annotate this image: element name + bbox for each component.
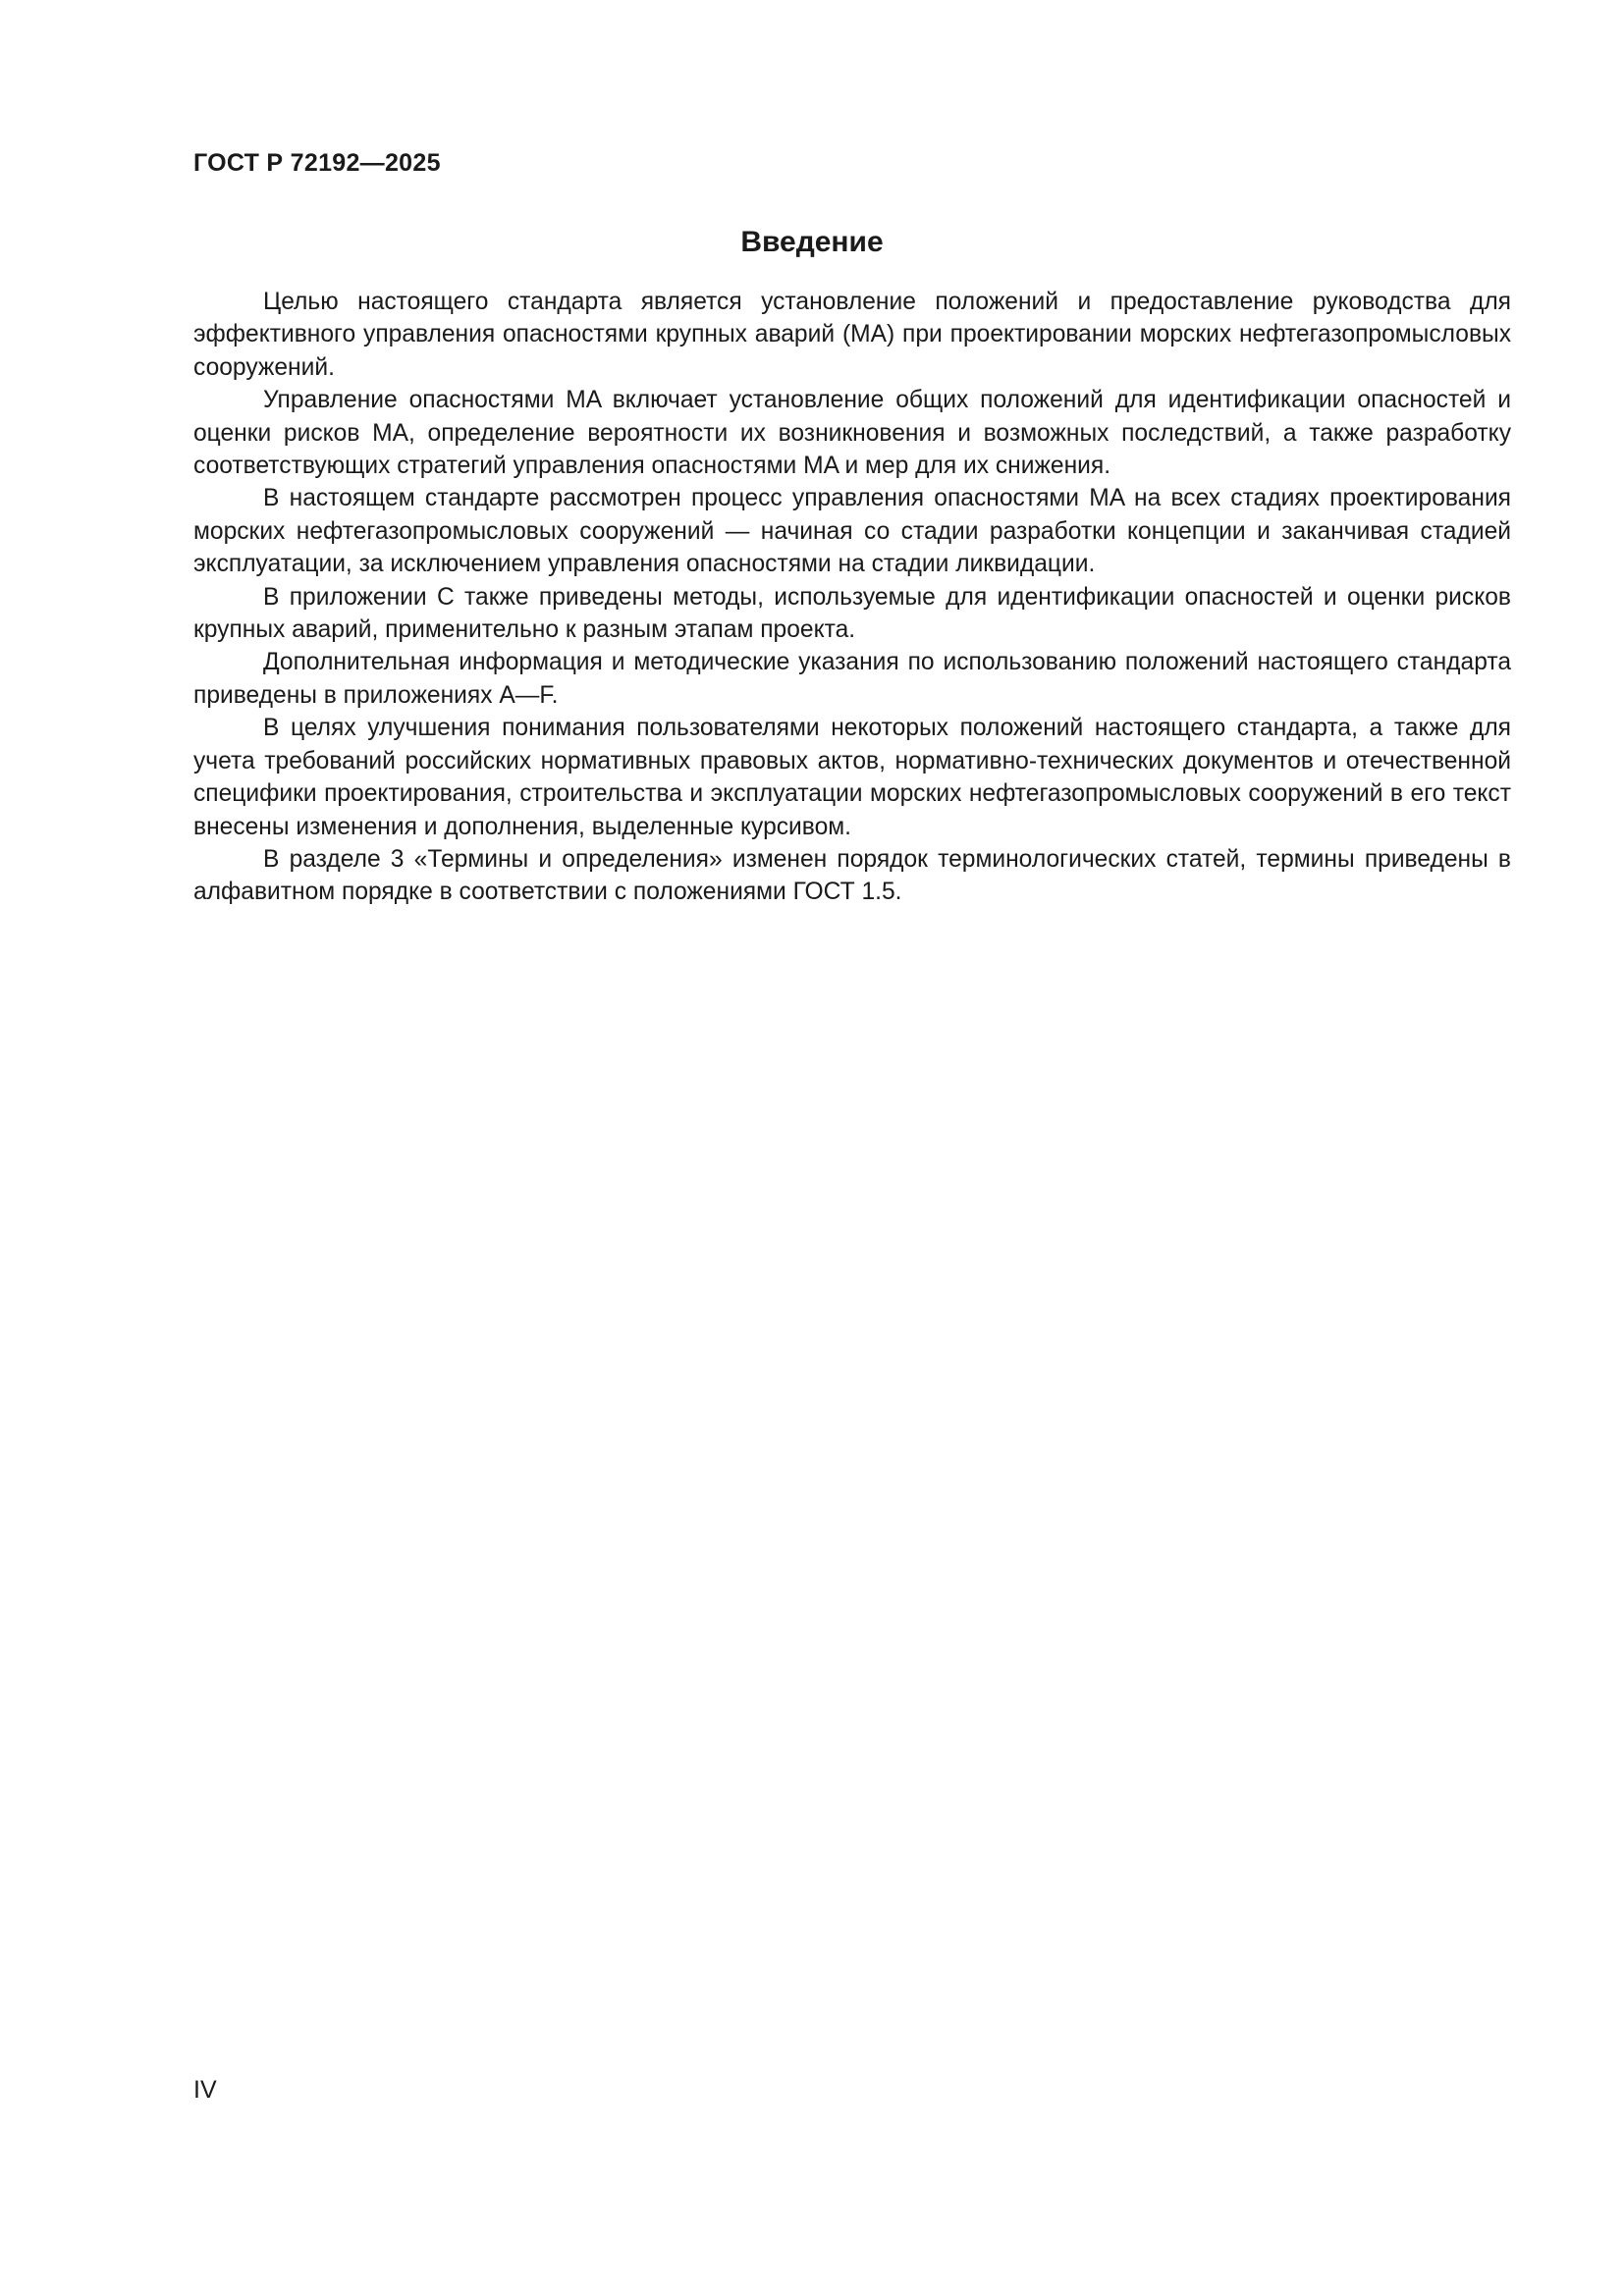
- page-number: IV: [193, 2076, 217, 2104]
- paragraph-appendix-c: В приложении С также приведены методы, используемые для идентификации опасностей и оценки рисков крупных аварий, применительно к разным этапам проекта.: [193, 583, 1511, 644]
- paragraph-terms-order: В разделе 3 «Термины и определения» изменен порядок терминологических статей, термины приведены в алфавитном порядке в соответствии с положениями ГОСТ 1.5.: [193, 845, 1511, 906]
- section-body: [193, 286, 1511, 909]
- paragraph-modifications: В целях улучшения понимания пользователями некоторых положений настоящего стандарта, а также для учета требований российских нормативных правовых актов, нормативно-технических документов и отечественной специфики проектирования, строительства и эксплуатации морских нефтегазопромысловых сооружений в его текст внесены изменения и дополнения, выделенные курсивом.: [193, 715, 1511, 840]
- paragraph-appendices: Дополнительная информация и методические указания по использованию положений настоящего стандарта приведены в приложениях А—F.: [193, 649, 1511, 709]
- section-title: Введение: [740, 226, 884, 258]
- paragraph-hazard-management: Управление опасностями MA включает установление общих положений для идентификации опасностей и оценки рисков MA, определение вероятности их возникновения и возможных последствий, а также разработку соответствующих стратегий управления опасностями MA и мер для их снижения.: [193, 387, 1511, 480]
- paragraph-scope: В настоящем стандарте рассмотрен процесс управления опасностями MA на всех стадиях проектирования морских нефтегазопромысловых сооружений — начиная со стадии разработки концепции и заканчивая стадией эксплуатации, за исключением управления опасностями на стадии ликвидации.: [193, 485, 1511, 578]
- paragraph-purpose: Целью настоящего стандарта является установление положений и предоставление руководства для эффективного управления опасностями крупных аварий (MA) при проектировании морских нефтегазопромысловых сооружений.: [193, 289, 1511, 381]
- document-code: ГОСТ Р 72192—2025: [193, 149, 441, 177]
